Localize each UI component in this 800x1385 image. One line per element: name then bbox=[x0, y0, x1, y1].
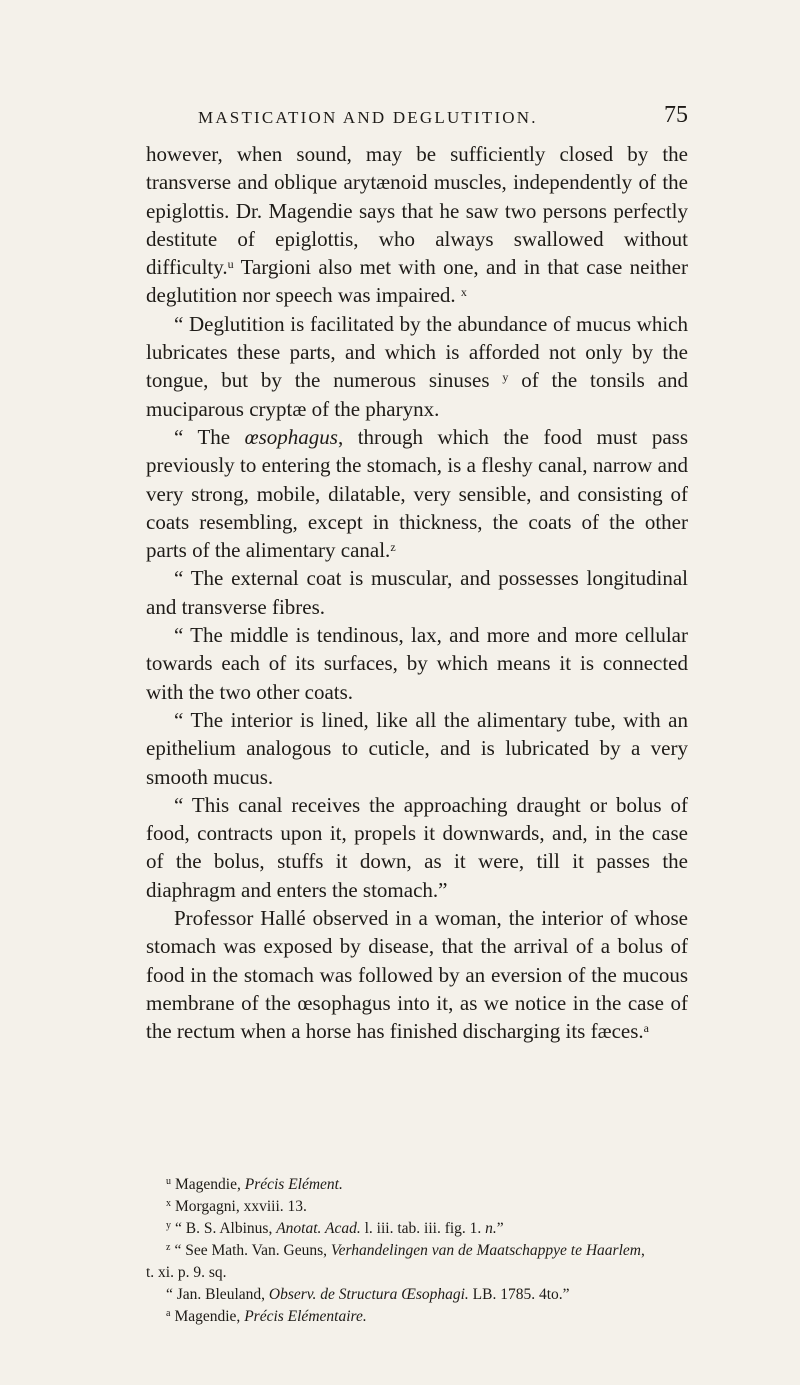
footnote: $^x$ Morgagni, xxviii. 13. bbox=[166, 1198, 307, 1215]
footnote-continuation: t. xi. p. 9. sq. bbox=[146, 1264, 227, 1281]
italic-term: œsophagus bbox=[244, 424, 338, 449]
footnote-ref-x: x bbox=[460, 285, 467, 300]
paragraph: “ Deglutition is facilitated by the abundance of mucus which lubricates these parts, and which is afforded not only by the tongue, but by the numerous sinuses $^y$ of the tonsils and muciparous cryptæ of the pharynx. bbox=[146, 311, 688, 421]
footnotes bbox=[146, 1174, 688, 1328]
paragraph: “ The interior is lined, like all the alimentary tube, with an epithelium analogous to cuticle, and is lubricated by a very smooth mucus. bbox=[146, 707, 688, 789]
footnote: $^a$ Magendie, Précis Elémentaire. bbox=[166, 1308, 367, 1325]
paragraph: “ The external coat is muscular, and possesses longitudinal and transverse fibres. bbox=[146, 566, 688, 619]
page-number: 75 bbox=[664, 102, 688, 128]
paragraph: “ The œsophagus, through which the food must pass previously to entering the stomach, is a fleshy canal, narrow and very strong, mobile, dilatable, very sensible, and consisting of coats resembling, except in thickness, the coats of the other parts of the alimentary canal.$^z$ bbox=[146, 424, 688, 563]
paragraph: “ This canal receives the approaching draught or bolus of food, contracts upon it, propels it downwards, and, in the case of the bolus, stuffs it down, as it were, till it passes the diaphragm and enters the stomach.” bbox=[146, 792, 688, 902]
footnote: $^y$ “ B. S. Albinus, Anotat. Acad. l. iii. tab. iii. fig. 1. n.” bbox=[166, 1220, 504, 1237]
running-head: MASTICATION AND DEGLUTITION. bbox=[198, 108, 538, 127]
paragraph: Professor Hallé observed in a woman, the interior of whose stomach was exposed by disease, that the arrival of a bolus of food in the stomach was followed by an eversion of the mucous membrane of the œsophagus into it, as we notice in the case of the rectum when a horse has finished discharging its fæces.$^a$ bbox=[146, 906, 688, 1044]
footnote-ref-u: u bbox=[227, 257, 234, 272]
paragraph: “ The middle is tendinous, lax, and more and more cellular towards each of its surfaces, by which means it is connected with the two other coats. bbox=[146, 623, 688, 704]
paragraph: however, when sound, may be sufficiently closed by the transverse and oblique arytænoid muscles, independently of the epiglottis. Dr. Magendie says that he saw two persons perfectly destitute of epiglottis, who always swallowed without difficulty.$^u$ Targioni also met with one, and in that case neither deglutition nor speech was impaired. $^x$ bbox=[146, 142, 688, 308]
footnote-ref-a: a bbox=[643, 1021, 649, 1036]
body-text bbox=[146, 140, 688, 1046]
footnote: “ Jan. Bleuland, Observ. de Structura Œsophagi. LB. 1785. 4to.” bbox=[166, 1286, 570, 1303]
footnote: $^z$ “ See Math. Van. Geuns, Verhandelingen van de Maatschappye te Haarlem, bbox=[166, 1242, 645, 1259]
footnote-ref-z: z bbox=[390, 540, 396, 555]
footnote-ref-y: y bbox=[502, 370, 509, 385]
page-header bbox=[146, 104, 688, 134]
footnote: $^u$ Magendie, Précis Elément. bbox=[166, 1176, 343, 1193]
